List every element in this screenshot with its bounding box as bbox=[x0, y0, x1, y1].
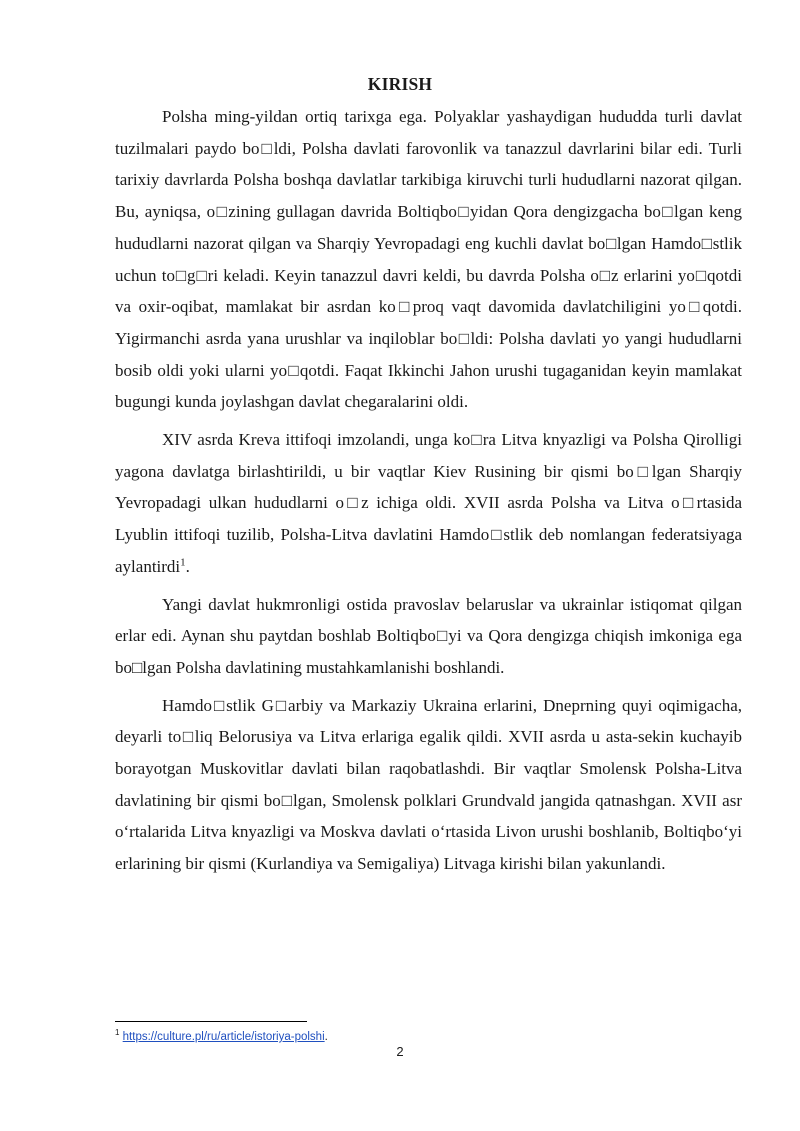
paragraph-3: Yangi davlat hukmronligi ostida pravoslav belaruslar va ukrainlar istiqomat qilgan erlar edi. Aynan shu paytdan boshlab Boltiqbo□yi va Qora dengizga chiqish imkoniga ega bo□lgan Polsha davlatining mustahkamlanishi boshlandi. bbox=[115, 594, 742, 677]
footnote-link[interactable]: https://culture.pl/ru/article/istoriya-polshi bbox=[122, 1030, 325, 1043]
page-number: 2 bbox=[396, 1044, 404, 1059]
body-text bbox=[115, 101, 742, 880]
footnote-trailing: . bbox=[324, 1030, 328, 1043]
footnote bbox=[115, 1028, 615, 1043]
paragraph-2-end: . bbox=[185, 556, 190, 576]
footnote-reference[interactable]: 1 bbox=[180, 556, 186, 569]
paragraph-1: Polsha ming-yildan ortiq tarixga ega. Polyaklar yashaydigan hududda turli davlat tuzilmalari paydo bo□ldi, Polsha davlati farovonlik va tanazzul davrlarini bilar edi. Turli tarixiy davrlarda Polsha boshqa davlatlar tarkibiga kiruvchi turli hududlarni nazorat qilgan. Bu, ayniqsa, o□zining gullagan davrida Boltiqbo□yidan Qora dengizgacha bo□lgan keng hududlarni nazorat qilgan va Sharqiy Yevropadagi eng kuchli davlat bo□lgan Hamdo□stlik uchun to□g□ri keladi. Keyin tanazzul davri keldi, bu davrda Polsha o□z erlarini yo□qotdi va oxir-oqibat, mamlakat bir asrdan ko□proq vaqt davomida davlatchiligini yo□qotdi. Yigirmanchi asrda yana urushlar va inqiloblar bo□ldi: Polsha davlati yo yangi hududlarni bosib oldi yoki ularni yo□qotdi. Faqat Ikkinchi Jahon urushi tugaganidan keyin mamlakat bugungi kunda joylashgan davlat chegaralarini oldi. bbox=[115, 107, 742, 412]
footnote-number: 1 bbox=[115, 1028, 120, 1037]
paragraph-2 bbox=[115, 424, 742, 583]
paragraph-4: Hamdo□stlik G□arbiy va Markaziy Ukraina erlarini, Dneprning quyi oqimigacha, deyarli to□liq Belorusiya va Litva erlariga egalik qildi. XVII asrda u asta-sekin kuchayib borayotgan Muskovitlar davlati bilan raqobatlashdi. Bir vaqtlar Smolensk Polsha-Litva davlatining bir qismi bo□lgan, Smolensk polklari Grundvald jangida qatnashgan. XVII asr o‘rtalarida Litva knyazligi va Moskva davlati o‘rtasida Livon urushi boshlanib, Boltiqbo‘yi erlarining bir qismi (Kurlandiya va Semigaliya) Litvaga kirishi bilan yakunlandi. bbox=[115, 695, 742, 874]
page-title: KIRISH bbox=[367, 74, 433, 94]
paragraph-2-text: XIV asrda Kreva ittifoqi imzolandi, unga ko□ra Litva knyazligi va Polsha Qirolligi yagona davlatga birlashtirildi, u bir vaqtlar Kiev Rusining bir qismi bo□lgan Sharqiy Yevropadagi ulkan hududlarni o□z ichiga oldi. XVII asrda Polsha va Litva o□rtasida Lyublin ittifoqi tuzilib, Polsha-Litva davlatini Hamdo□stlik deb nomlangan federatsiyaga aylantirdi bbox=[115, 430, 742, 576]
footnote-divider bbox=[115, 1021, 307, 1022]
